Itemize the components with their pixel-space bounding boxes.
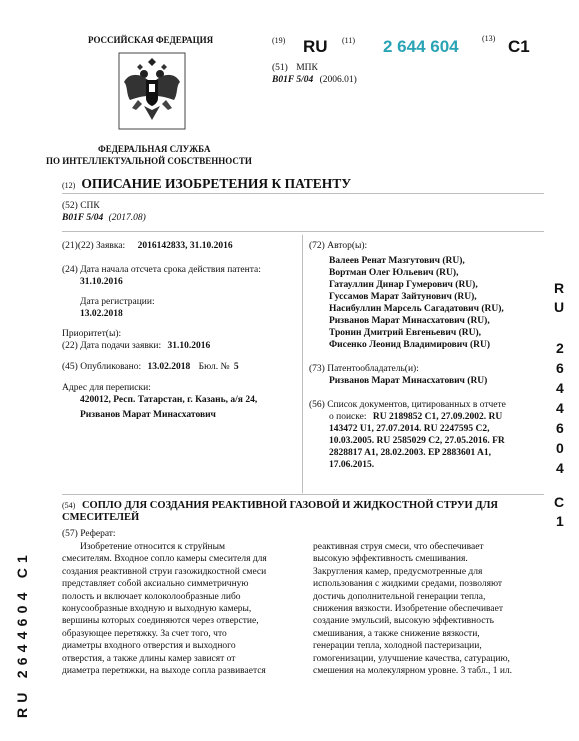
- author-item: Гатауллин Динар Гумерович (RU),: [329, 280, 478, 290]
- mpk-label: МПК: [296, 63, 318, 73]
- abstract-line: образующее перетяжку. За счет того, что: [62, 628, 227, 639]
- abstract-line: создание эмульсий, высокую эффективность: [313, 616, 494, 627]
- priority-label: Приоритет(ы):: [62, 329, 122, 339]
- mpk-class: B01F 5/04: [272, 75, 314, 85]
- application-value: 2016142833, 31.10.2016: [137, 241, 233, 251]
- author-item: Валеев Ренат Мазгутович (RU),: [329, 256, 465, 266]
- abstract-line: Закругления камер, предусмотренные для: [313, 566, 483, 577]
- abstract-line: отверстия, а также длины камер зависят от: [62, 653, 236, 664]
- patent-number: 2 644 604: [383, 37, 459, 56]
- abstract-line: представляет собой аксиально симметричную: [62, 579, 249, 590]
- spk-year: (2017.08): [108, 213, 146, 223]
- abstract-line: использования с жидкими средами, позволяют: [313, 579, 503, 590]
- application-row: [62, 240, 298, 252]
- side-label-right-1: 1: [556, 513, 564, 529]
- author-item: Вортман Олег Юльевич (RU),: [329, 268, 459, 278]
- side-label-right-digit: 2: [556, 340, 564, 356]
- abstract-line: конусообразные входную и выходную камеры,: [62, 604, 252, 615]
- abstract-line: достичь дополнительной генерации тепла,: [313, 591, 486, 602]
- doc-line: 143472 U1, 27.07.2014. RU 2247595 C2,: [329, 424, 490, 434]
- russian-emblem-icon: [118, 52, 186, 130]
- doc-line: RU 2189852 C1, 27.09.2002. RU: [372, 412, 503, 422]
- mpk-year: (2006.01): [319, 75, 357, 85]
- doc-line: 2828817 A1, 28.02.2003. EP 2883601 A1,: [329, 448, 492, 458]
- filing-row: [62, 340, 298, 352]
- abstract-line: генерации тепла, холодной пастеризации,: [313, 641, 482, 652]
- side-label-right-digit: 4: [556, 460, 564, 476]
- abstract-line: диаметра перетяжки, на выходе сопла развивается: [62, 666, 266, 677]
- published-row: [62, 361, 298, 373]
- side-label-right-digit: 4: [556, 400, 564, 416]
- doc-line: 17.06.2015.: [329, 460, 375, 470]
- code-11: (11): [342, 36, 356, 45]
- docs-label: (56) Список документов, цитированных в отчете: [309, 400, 506, 410]
- abstract-line: Изобретение относится к струйным: [80, 542, 226, 552]
- application-label: (21)(22) Заявка:: [62, 241, 126, 251]
- filing-label: (22) Дата подачи заявки:: [62, 341, 162, 351]
- code-13: (13): [482, 34, 496, 43]
- agency-line-1: ФЕДЕРАЛЬНАЯ СЛУЖБА: [98, 144, 211, 154]
- published-value: 13.02.2018: [147, 362, 191, 372]
- side-label-right-digit: 6: [556, 360, 564, 376]
- bulletin-label: Бюл. №: [198, 362, 230, 372]
- abstract-label: (57) Реферат:: [62, 529, 116, 539]
- abstract-left-column: [62, 541, 296, 677]
- document-title: ОПИСАНИЕ ИЗОБРЕТЕНИЯ К ПАТЕНТУ: [81, 176, 352, 191]
- abstract-line: смесителям. Входное сопло камеры смесителя для: [62, 554, 267, 565]
- author-item: Ризванов Марат Минасхатович (RU),: [329, 316, 490, 326]
- abstract-line: диаметры входного отверстия и выходного: [62, 641, 236, 652]
- address-line: 420012, Респ. Татарстан, г. Казань, а/я 24,: [80, 395, 258, 405]
- spk-label: (52) СПК: [62, 201, 100, 211]
- author-item: Фисенко Леонид Владимирович (RU): [329, 340, 491, 350]
- bulletin-number: 5: [233, 362, 239, 372]
- owner-label: (73) Патентообладатель(и):: [309, 364, 419, 374]
- filing-value: 31.10.2016: [167, 341, 211, 351]
- abstract-line: вершины которых соединяются через отверстие,: [62, 616, 259, 627]
- side-label-right-digit: 0: [556, 440, 564, 456]
- registration-label: Дата регистрации:: [80, 297, 155, 307]
- side-label-right-c: C: [554, 494, 565, 510]
- country-name: РОССИЙСКАЯ ФЕДЕРАЦИЯ: [88, 35, 214, 45]
- side-label-right-u: U: [554, 299, 565, 315]
- abstract-right-column: [313, 541, 541, 677]
- code-51: (51): [272, 63, 288, 73]
- author-item: Насибуллин Марсель Сагадатович (RU),: [329, 304, 504, 314]
- author-item: Гуссамов Марат Зайтунович (RU),: [329, 292, 477, 302]
- address-line: Ризванов Марат Минасхатович: [80, 410, 216, 420]
- code-12: (12): [62, 181, 76, 190]
- code-19: (19): [272, 36, 286, 45]
- docs-label-2: о поиске:: [329, 412, 367, 422]
- side-label-right-r: R: [554, 280, 565, 296]
- published-label: (45) Опубликовано:: [62, 362, 142, 372]
- abstract-line: гомогенизации, улучшение качества, сатурацию,: [313, 653, 510, 664]
- invention-title-line-2: СМЕСИТЕЛЕЙ: [62, 512, 140, 523]
- code-54: (54): [62, 501, 76, 510]
- abstract-line: высокую эффективность смешивания.: [313, 554, 468, 565]
- address-label: Адрес для переписки:: [62, 383, 151, 393]
- start-label: (24) Дата начала отсчета срока действия патента:: [62, 265, 261, 275]
- author-item: Тронин Дмитрий Евгеньевич (RU),: [329, 328, 482, 338]
- owner-value: Ризванов Марат Минасхатович (RU): [329, 376, 488, 386]
- start-value: 31.10.2016: [80, 277, 123, 287]
- abstract-line: полость и включает колоколообразные либо: [62, 591, 241, 602]
- side-label-left: RU 2644604 C1: [14, 550, 30, 718]
- invention-title-line-1: СОПЛО ДЛЯ СОЗДАНИЯ РЕАКТИВНОЙ ГАЗОВОЙ И ЖИДКОСТНОЙ СТРУИ ДЛЯ: [81, 500, 498, 511]
- spk-class: B01F 5/04: [62, 213, 104, 223]
- agency-line-2: ПО ИНТЕЛЛЕКТУАЛЬНОЙ СОБСТВЕННОСТИ: [46, 156, 252, 166]
- abstract-line: снижения вязкости. Изобретение обеспечивает: [313, 604, 503, 615]
- registration-value: 13.02.2018: [80, 309, 123, 319]
- doc-line: 10.03.2005. RU 2585029 C2, 27.05.2016. FR: [329, 436, 505, 446]
- authors-label: (72) Автор(ы):: [309, 241, 368, 251]
- kind-code: C1: [508, 37, 530, 56]
- side-label-right-digit: 4: [556, 380, 564, 396]
- abstract-line: реактивная струя смеси, что обеспечивает: [313, 542, 484, 552]
- abstract-line: создания реактивной струи газожидкостной смеси: [62, 566, 267, 577]
- abstract-line: смешивания, а также снижение вязкости,: [313, 628, 480, 639]
- side-label-right-digit: 6: [556, 420, 564, 436]
- country-code: RU: [303, 37, 328, 56]
- abstract-line: смешения на молекулярном уровне. 3 табл., 1 ил.: [313, 666, 513, 677]
